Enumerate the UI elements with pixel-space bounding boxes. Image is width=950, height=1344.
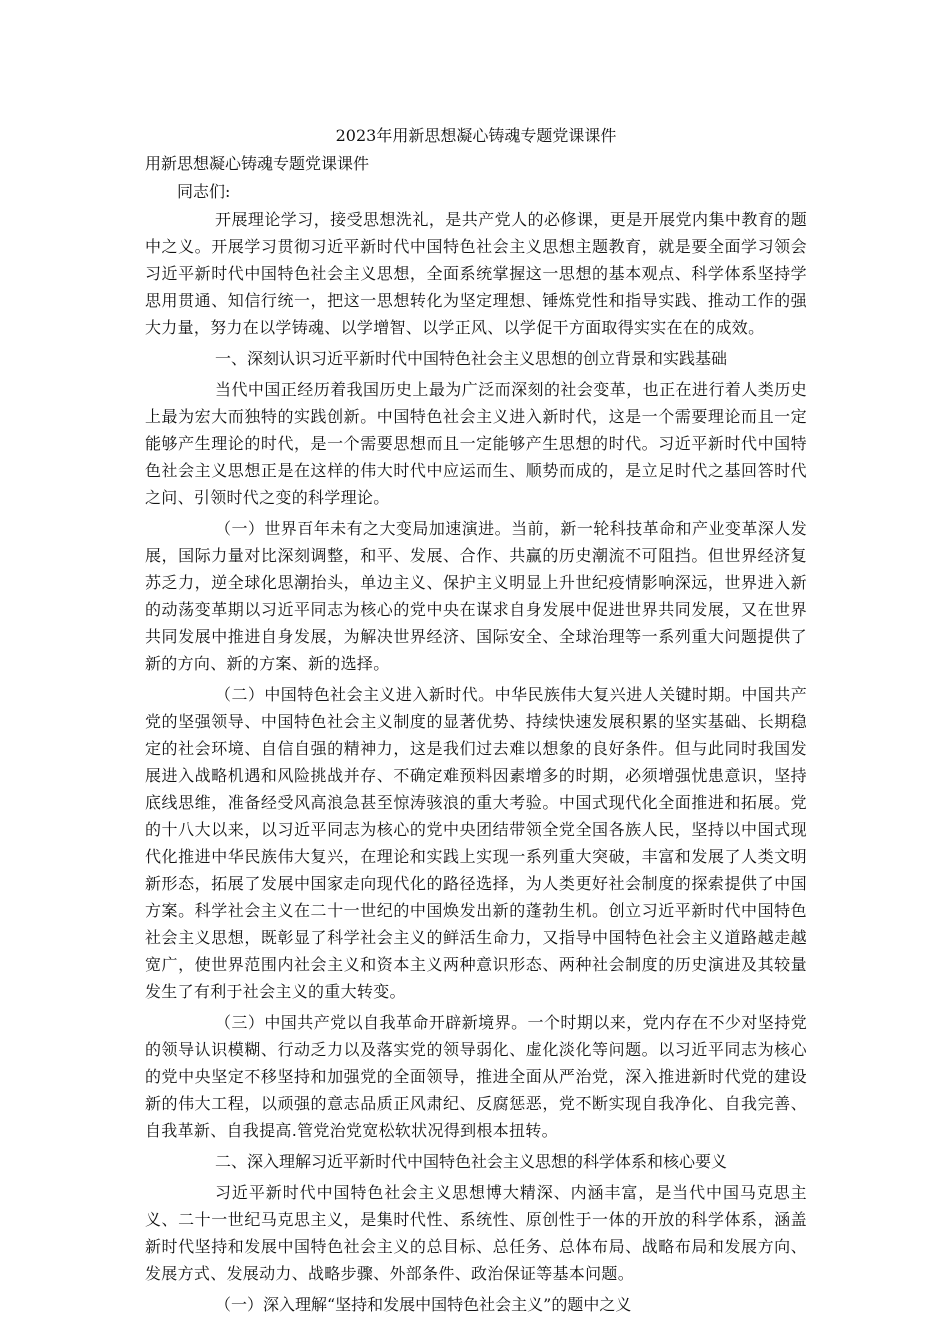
document-subtitle: 用新思想凝心铸魂专题党课课件 (145, 154, 370, 173)
section-1-3-paragraph: （三）中国共产党以自我革命开辟新境界。一个时期以来，党内存在不少对坚持党的领导认识模糊、行动乏力以及落实党的领导弱化、虚化淡化等问题。以习近平同志为核心的党中央坚定不移坚持和加强党的全面领导，推进全面从严治党，深入推进新时代党的建设新的伟大工程，以顽强的意志品质正风肃纪、反腐惩恶，党不断实现自我净化、自我完善、自我革新、自我提高.管党治党宽松软状况得到根本扭转。 (145, 1013, 807, 1140)
document-page (145, 122, 807, 1322)
section-1-paragraph: 当代中国正经历着我国历史上最为广泛而深刻的社会变革，也正在进行着人类历史上最为宏大而独特的实践创新。中国特色社会主义进入新时代，这是一个需要理论而且一定能够产生理论的时代，是一个需要思想而且一定能够产生思想的时代。习近平新时代中国特色社会主义思想正是在这样的伟大时代中应运而生、顺势而成的，是立足时代之基回答时代之问、引领时代之变的科学理论。 (145, 380, 807, 507)
section-1-1-paragraph: （一）世界百年未有之大变局加速演进。当前，新一轮科技革命和产业变革深人发展，国际力量对比深刻调整，和平、发展、合作、共赢的历史潮流不可阻挡。但世界经济复苏乏力，逆全球化思潮抬头，单边主义、保护主义明显上升世纪疫情影响深远，世界进入新的动荡变革期以习近平同志为核心的党中央在谋求自身发展中促进世界共同发展，又在世界共同发展中推进自身发展，为解决世界经济、国际安全、全球治理等一系列重大问题提供了新的方向、新的方案、新的选择。 (145, 519, 807, 673)
section-1-2-paragraph: （二）中国特色社会主义进入新时代。中华民族伟大复兴进人关键时期。中国共产党的坚强领导、中国特色社会主义制度的显著优势、持续快速发展积累的坚实基础、长期稳定的社会环境、自信自强的精神力，这是我们过去难以想象的良好条件。但与此同时我国发展进入战略机遇和风险挑战并存、不确定难预料因素增多的时期，必须增强忧患意识，坚持底线思维，准备经受风高浪急甚至惊涛骇浪的重大考验。中国式现代化全面推进和拓展。党的十八大以来，以习近平同志为核心的党中央团结带领全党全国各族人民，坚持以中国式现代化推进中华民族伟大复兴，在理论和实践上实现一系列重大突破，丰富和发展了人类文明新形态，拓展了发展中国家走向现代化的路径选择，为人类更好社会制度的探索提供了中国方案。科学社会主义在二十一世纪的中国焕发出新的蓬勃生机。创立习近平新时代中国特色社会主义思想，既彰显了科学社会主义的鲜活生命力，又指导中国特色社会主义道路越走越宽广，使世界范围内社会主义和资本主义两种意识形态、两种社会制度的历史演进及其较量发生了有利于社会主义的重大转变。 (145, 685, 807, 1001)
document-title: 2023年用新思想凝心铸魂专题党课课件 (335, 126, 617, 145)
section-2-paragraph: 习近平新时代中国特色社会主义思想博大精深、内涵丰富，是当代中国马克思主义、二十一世纪马克思主义，是集时代性、系统性、原创性于一体的开放的科学体系，涵盖新时代坚持和发展中国特色社会主义的总目标、总任务、总体布局、战略布局和发展方向、发展方式、发展动力、战略步骤、外部条件、政治保证等基本问题。 (145, 1183, 807, 1283)
section-2-1-heading: （一）深入理解“坚持和发展中国特色社会主义”的题中之义 (215, 1295, 632, 1314)
section-1-heading: 一、深刻认识习近平新时代中国特色社会主义思想的创立背景和实践基础 (215, 349, 728, 368)
intro-paragraph: 开展理论学习，接受思想洗礼，是共产党人的必修课，更是开展党内集中教育的题中之义。开展学习贯彻习近平新时代中国特色社会主义思想主题教育，就是要全面学习领会习近平新时代中国特色社会主义思想，全面系统掌握这一思想的基本观点、科学体系坚持学思用贯通、知信行统一，把这一思想转化为坚定理想、锤炼党性和指导实践、推动工作的强大力量，努力在以学铸魂、以学增智、以学正风、以学促干方面取得实实在在的成效。 (145, 210, 807, 337)
section-2-heading: 二、深入理解习近平新时代中国特色社会主义思想的科学体系和核心要义 (215, 1152, 728, 1171)
salutation: 同志们: (177, 182, 231, 201)
